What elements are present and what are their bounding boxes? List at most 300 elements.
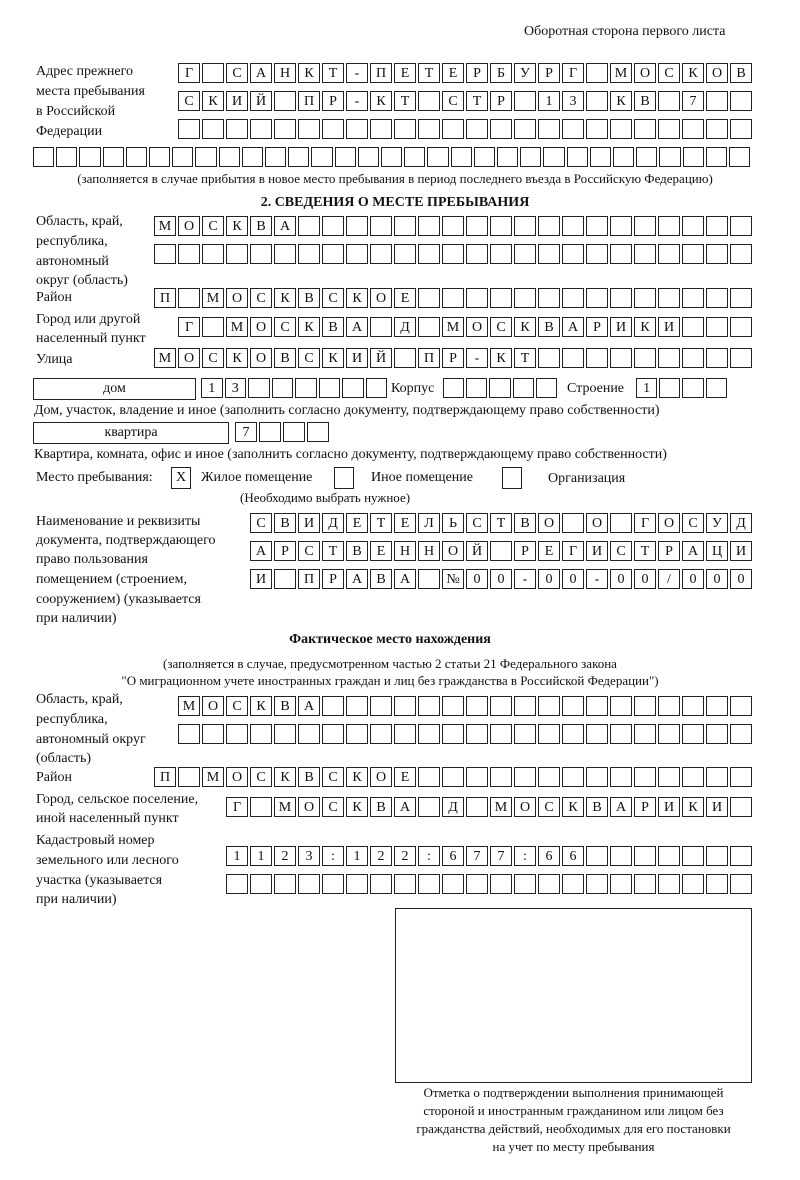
char-cell[interactable]: М (154, 348, 176, 368)
char-cell[interactable]: С (298, 541, 320, 561)
char-cell[interactable]: О (250, 317, 272, 337)
char-cell[interactable] (418, 724, 440, 744)
char-cell[interactable]: О (226, 767, 248, 787)
char-cell[interactable] (346, 216, 368, 236)
char-cell[interactable] (610, 119, 632, 139)
char-cell[interactable] (513, 378, 534, 398)
char-cell[interactable]: Т (394, 91, 416, 111)
char-cell[interactable]: 0 (730, 569, 752, 589)
char-cell[interactable]: Д (730, 513, 752, 533)
char-cell[interactable]: 1 (201, 378, 223, 398)
char-cell[interactable]: С (658, 63, 680, 83)
char-cell[interactable]: К (610, 91, 632, 111)
char-cell[interactable] (658, 874, 680, 894)
char-cell[interactable]: В (370, 569, 392, 589)
char-cell[interactable] (490, 288, 512, 308)
char-cell[interactable] (634, 216, 656, 236)
char-cell[interactable]: А (610, 797, 632, 817)
char-cell[interactable]: В (634, 91, 656, 111)
char-cell[interactable]: С (250, 767, 272, 787)
char-cell[interactable] (658, 846, 680, 866)
char-cell[interactable] (322, 874, 344, 894)
char-cell[interactable]: О (658, 513, 680, 533)
char-cell[interactable]: А (250, 63, 272, 83)
char-cell[interactable] (729, 147, 750, 167)
char-cell[interactable] (202, 244, 224, 264)
char-cell[interactable]: 1 (538, 91, 560, 111)
char-cell[interactable]: Е (370, 541, 392, 561)
char-cell[interactable] (418, 216, 440, 236)
char-cell[interactable] (706, 767, 728, 787)
char-cell[interactable] (682, 244, 704, 264)
char-cell[interactable] (634, 696, 656, 716)
char-cell[interactable] (538, 348, 560, 368)
char-cell[interactable] (538, 724, 560, 744)
char-cell[interactable]: Б (490, 63, 512, 83)
char-cell[interactable] (658, 119, 680, 139)
char-cell[interactable]: Р (442, 348, 464, 368)
char-cell[interactable]: 0 (490, 569, 512, 589)
char-cell[interactable]: К (490, 348, 512, 368)
char-cell[interactable] (298, 244, 320, 264)
char-cell[interactable]: 0 (682, 569, 704, 589)
char-cell[interactable]: Л (418, 513, 440, 533)
char-cell[interactable] (682, 348, 704, 368)
char-cell[interactable]: 0 (634, 569, 656, 589)
char-cell[interactable] (562, 348, 584, 368)
char-cell[interactable] (466, 378, 487, 398)
char-cell[interactable]: Т (490, 513, 512, 533)
char-cell[interactable] (466, 696, 488, 716)
char-cell[interactable] (658, 91, 680, 111)
char-cell[interactable] (298, 874, 320, 894)
char-cell[interactable]: К (682, 63, 704, 83)
char-cell[interactable] (634, 119, 656, 139)
char-cell[interactable]: В (298, 767, 320, 787)
char-cell[interactable] (634, 767, 656, 787)
char-cell[interactable] (178, 244, 200, 264)
char-cell[interactable]: Г (178, 63, 200, 83)
char-cell[interactable] (466, 244, 488, 264)
char-cell[interactable] (366, 378, 388, 398)
char-cell[interactable] (178, 767, 200, 787)
char-cell[interactable] (427, 147, 448, 167)
char-cell[interactable] (706, 378, 727, 398)
char-cell[interactable] (172, 147, 193, 167)
char-cell[interactable] (586, 724, 608, 744)
char-cell[interactable] (586, 288, 608, 308)
char-cell[interactable]: Й (250, 91, 272, 111)
char-cell[interactable] (706, 696, 728, 716)
char-cell[interactable] (658, 696, 680, 716)
char-cell[interactable] (490, 216, 512, 236)
char-cell[interactable]: Г (178, 317, 200, 337)
char-cell[interactable]: Н (418, 541, 440, 561)
char-cell[interactable] (322, 216, 344, 236)
char-cell[interactable]: В (298, 288, 320, 308)
char-cell[interactable] (538, 288, 560, 308)
char-cell[interactable] (443, 378, 464, 398)
char-cell[interactable] (202, 63, 224, 83)
char-cell[interactable] (346, 119, 368, 139)
char-cell[interactable] (346, 724, 368, 744)
char-cell[interactable]: Й (466, 541, 488, 561)
char-cell[interactable]: С (298, 348, 320, 368)
char-cell[interactable] (370, 874, 392, 894)
char-cell[interactable]: А (562, 317, 584, 337)
char-cell[interactable] (298, 119, 320, 139)
char-cell[interactable]: К (274, 288, 296, 308)
char-cell[interactable]: П (298, 91, 320, 111)
char-cell[interactable]: К (634, 317, 656, 337)
char-cell[interactable] (682, 846, 704, 866)
char-cell[interactable]: О (634, 63, 656, 83)
char-cell[interactable]: О (250, 348, 272, 368)
char-cell[interactable]: О (178, 348, 200, 368)
char-cell[interactable] (730, 696, 752, 716)
char-cell[interactable]: Т (466, 91, 488, 111)
char-cell[interactable] (272, 378, 294, 398)
char-cell[interactable] (586, 696, 608, 716)
char-cell[interactable] (319, 378, 341, 398)
char-cell[interactable]: К (250, 696, 272, 716)
char-cell[interactable]: У (514, 63, 536, 83)
char-cell[interactable] (567, 147, 588, 167)
char-cell[interactable] (346, 696, 368, 716)
char-cell[interactable] (610, 724, 632, 744)
char-cell[interactable] (730, 244, 752, 264)
char-cell[interactable]: К (298, 63, 320, 83)
char-cell[interactable] (586, 874, 608, 894)
char-cell[interactable]: Е (394, 288, 416, 308)
char-cell[interactable]: К (274, 767, 296, 787)
char-cell[interactable]: К (346, 288, 368, 308)
char-cell[interactable] (706, 91, 728, 111)
char-cell[interactable]: А (394, 569, 416, 589)
char-cell[interactable]: А (394, 797, 416, 817)
char-cell[interactable] (381, 147, 402, 167)
char-cell[interactable]: Т (514, 348, 536, 368)
char-cell[interactable] (658, 348, 680, 368)
char-cell[interactable]: 0 (538, 569, 560, 589)
char-cell[interactable]: С (466, 513, 488, 533)
char-cell[interactable] (659, 378, 680, 398)
char-cell[interactable]: 3 (562, 91, 584, 111)
char-cell[interactable] (730, 348, 752, 368)
char-cell[interactable] (394, 724, 416, 744)
char-cell[interactable] (288, 147, 309, 167)
char-cell[interactable]: Р (538, 63, 560, 83)
char-cell[interactable] (442, 216, 464, 236)
char-cell[interactable] (730, 317, 752, 337)
char-cell[interactable] (538, 767, 560, 787)
char-cell[interactable] (442, 288, 464, 308)
char-cell[interactable] (610, 513, 632, 533)
char-cell[interactable] (202, 317, 224, 337)
char-cell[interactable] (658, 767, 680, 787)
char-cell[interactable]: - (466, 348, 488, 368)
char-cell[interactable] (538, 696, 560, 716)
char-cell[interactable]: Е (346, 513, 368, 533)
char-cell[interactable]: Г (562, 541, 584, 561)
char-cell[interactable]: С (538, 797, 560, 817)
char-cell[interactable]: А (346, 569, 368, 589)
char-cell[interactable]: К (346, 797, 368, 817)
char-cell[interactable] (466, 119, 488, 139)
char-cell[interactable] (346, 244, 368, 264)
char-cell[interactable] (311, 147, 332, 167)
char-cell[interactable] (466, 767, 488, 787)
char-cell[interactable] (610, 874, 632, 894)
char-cell[interactable] (730, 288, 752, 308)
char-cell[interactable] (394, 216, 416, 236)
char-cell[interactable]: : (322, 846, 344, 866)
char-cell[interactable]: - (586, 569, 608, 589)
char-cell[interactable]: К (370, 91, 392, 111)
char-cell[interactable] (404, 147, 425, 167)
char-cell[interactable] (520, 147, 541, 167)
char-cell[interactable]: Ц (706, 541, 728, 561)
char-cell[interactable]: 7 (466, 846, 488, 866)
char-cell[interactable] (634, 288, 656, 308)
char-cell[interactable] (474, 147, 495, 167)
char-cell[interactable]: С (250, 288, 272, 308)
char-cell[interactable]: К (226, 348, 248, 368)
char-cell[interactable] (265, 147, 286, 167)
char-cell[interactable] (394, 348, 416, 368)
char-cell[interactable]: А (346, 317, 368, 337)
char-cell[interactable] (418, 696, 440, 716)
char-cell[interactable] (610, 216, 632, 236)
char-cell[interactable]: И (250, 569, 272, 589)
char-cell[interactable] (706, 216, 728, 236)
char-cell[interactable]: 1 (250, 846, 272, 866)
char-cell[interactable]: 6 (442, 846, 464, 866)
char-cell[interactable]: А (250, 541, 272, 561)
char-cell[interactable] (307, 422, 329, 442)
char-cell[interactable]: О (226, 288, 248, 308)
char-cell[interactable] (490, 119, 512, 139)
char-cell[interactable] (126, 147, 147, 167)
char-cell[interactable] (370, 696, 392, 716)
char-cell[interactable] (103, 147, 124, 167)
stay-checkbox-other[interactable] (334, 467, 354, 489)
char-cell[interactable] (490, 724, 512, 744)
char-cell[interactable] (274, 874, 296, 894)
char-cell[interactable] (322, 244, 344, 264)
char-cell[interactable] (242, 147, 263, 167)
char-cell[interactable] (466, 724, 488, 744)
char-cell[interactable]: Н (274, 63, 296, 83)
char-cell[interactable]: Т (634, 541, 656, 561)
char-cell[interactable]: К (202, 91, 224, 111)
char-cell[interactable]: О (370, 288, 392, 308)
char-cell[interactable] (202, 119, 224, 139)
char-cell[interactable] (562, 513, 584, 533)
char-cell[interactable]: О (178, 216, 200, 236)
char-cell[interactable] (418, 797, 440, 817)
char-cell[interactable]: И (706, 797, 728, 817)
char-cell[interactable] (586, 846, 608, 866)
char-cell[interactable]: Н (394, 541, 416, 561)
char-cell[interactable] (418, 288, 440, 308)
char-cell[interactable] (394, 874, 416, 894)
char-cell[interactable] (178, 119, 200, 139)
char-cell[interactable]: И (346, 348, 368, 368)
char-cell[interactable] (658, 288, 680, 308)
char-cell[interactable] (634, 846, 656, 866)
char-cell[interactable]: С (322, 797, 344, 817)
char-cell[interactable] (298, 216, 320, 236)
flat-type-field[interactable]: квартира (33, 422, 229, 444)
char-cell[interactable] (514, 288, 536, 308)
char-cell[interactable]: : (418, 846, 440, 866)
char-cell[interactable]: 0 (610, 569, 632, 589)
char-cell[interactable]: П (418, 348, 440, 368)
char-cell[interactable] (682, 216, 704, 236)
char-cell[interactable]: М (610, 63, 632, 83)
char-cell[interactable] (154, 244, 176, 264)
char-cell[interactable]: Е (538, 541, 560, 561)
char-cell[interactable]: М (442, 317, 464, 337)
char-cell[interactable] (370, 216, 392, 236)
char-cell[interactable]: Р (658, 541, 680, 561)
char-cell[interactable] (394, 244, 416, 264)
char-cell[interactable] (418, 767, 440, 787)
char-cell[interactable]: 2 (274, 846, 296, 866)
char-cell[interactable] (418, 244, 440, 264)
char-cell[interactable] (562, 216, 584, 236)
char-cell[interactable] (274, 119, 296, 139)
char-cell[interactable] (538, 874, 560, 894)
char-cell[interactable] (248, 378, 270, 398)
char-cell[interactable]: П (154, 288, 176, 308)
char-cell[interactable] (394, 119, 416, 139)
char-cell[interactable]: - (514, 569, 536, 589)
char-cell[interactable]: 3 (298, 846, 320, 866)
char-cell[interactable] (490, 874, 512, 894)
char-cell[interactable] (682, 317, 704, 337)
char-cell[interactable] (418, 91, 440, 111)
char-cell[interactable] (514, 724, 536, 744)
char-cell[interactable]: А (298, 696, 320, 716)
char-cell[interactable]: В (730, 63, 752, 83)
char-cell[interactable] (658, 244, 680, 264)
char-cell[interactable] (536, 378, 557, 398)
char-cell[interactable] (195, 147, 216, 167)
char-cell[interactable]: А (682, 541, 704, 561)
char-cell[interactable] (730, 119, 752, 139)
char-cell[interactable]: Г (634, 513, 656, 533)
char-cell[interactable] (682, 874, 704, 894)
char-cell[interactable]: П (370, 63, 392, 83)
char-cell[interactable] (586, 348, 608, 368)
char-cell[interactable] (514, 874, 536, 894)
char-cell[interactable] (490, 541, 512, 561)
char-cell[interactable] (730, 846, 752, 866)
char-cell[interactable]: № (442, 569, 464, 589)
char-cell[interactable]: В (322, 317, 344, 337)
char-cell[interactable] (250, 874, 272, 894)
char-cell[interactable] (610, 288, 632, 308)
char-cell[interactable]: 7 (682, 91, 704, 111)
char-cell[interactable]: Д (322, 513, 344, 533)
char-cell[interactable] (451, 147, 472, 167)
char-cell[interactable] (730, 797, 752, 817)
char-cell[interactable]: 7 (490, 846, 512, 866)
char-cell[interactable]: И (226, 91, 248, 111)
char-cell[interactable]: Е (394, 767, 416, 787)
char-cell[interactable] (706, 874, 728, 894)
char-cell[interactable]: 2 (370, 846, 392, 866)
char-cell[interactable]: Е (394, 63, 416, 83)
char-cell[interactable]: - (346, 91, 368, 111)
char-cell[interactable] (514, 767, 536, 787)
char-cell[interactable]: В (274, 348, 296, 368)
char-cell[interactable]: В (538, 317, 560, 337)
stay-checkbox-organization[interactable] (502, 467, 522, 489)
char-cell[interactable] (346, 874, 368, 894)
char-cell[interactable] (543, 147, 564, 167)
char-cell[interactable] (342, 378, 364, 398)
char-cell[interactable] (562, 244, 584, 264)
char-cell[interactable] (259, 422, 281, 442)
char-cell[interactable] (56, 147, 77, 167)
char-cell[interactable] (730, 767, 752, 787)
char-cell[interactable]: Р (634, 797, 656, 817)
char-cell[interactable]: В (346, 541, 368, 561)
char-cell[interactable] (79, 147, 100, 167)
char-cell[interactable]: Е (442, 63, 464, 83)
char-cell[interactable]: К (346, 767, 368, 787)
char-cell[interactable] (149, 147, 170, 167)
char-cell[interactable]: И (658, 797, 680, 817)
char-cell[interactable] (706, 147, 727, 167)
char-cell[interactable]: У (706, 513, 728, 533)
char-cell[interactable] (730, 216, 752, 236)
char-cell[interactable] (490, 696, 512, 716)
char-cell[interactable]: О (298, 797, 320, 817)
char-cell[interactable]: С (442, 91, 464, 111)
char-cell[interactable]: Г (562, 63, 584, 83)
char-cell[interactable]: М (490, 797, 512, 817)
char-cell[interactable]: Р (322, 569, 344, 589)
char-cell[interactable] (634, 244, 656, 264)
char-cell[interactable]: Д (394, 317, 416, 337)
char-cell[interactable] (682, 696, 704, 716)
char-cell[interactable] (466, 288, 488, 308)
char-cell[interactable]: В (586, 797, 608, 817)
char-cell[interactable] (706, 348, 728, 368)
char-cell[interactable] (562, 874, 584, 894)
char-cell[interactable] (706, 119, 728, 139)
char-cell[interactable]: Р (514, 541, 536, 561)
char-cell[interactable] (538, 119, 560, 139)
char-cell[interactable]: С (682, 513, 704, 533)
char-cell[interactable] (610, 767, 632, 787)
char-cell[interactable]: О (202, 696, 224, 716)
char-cell[interactable]: С (610, 541, 632, 561)
char-cell[interactable] (226, 244, 248, 264)
char-cell[interactable] (295, 378, 317, 398)
char-cell[interactable] (442, 696, 464, 716)
char-cell[interactable]: М (274, 797, 296, 817)
char-cell[interactable] (514, 119, 536, 139)
char-cell[interactable] (730, 91, 752, 111)
char-cell[interactable] (610, 348, 632, 368)
char-cell[interactable]: 6 (538, 846, 560, 866)
char-cell[interactable] (730, 874, 752, 894)
